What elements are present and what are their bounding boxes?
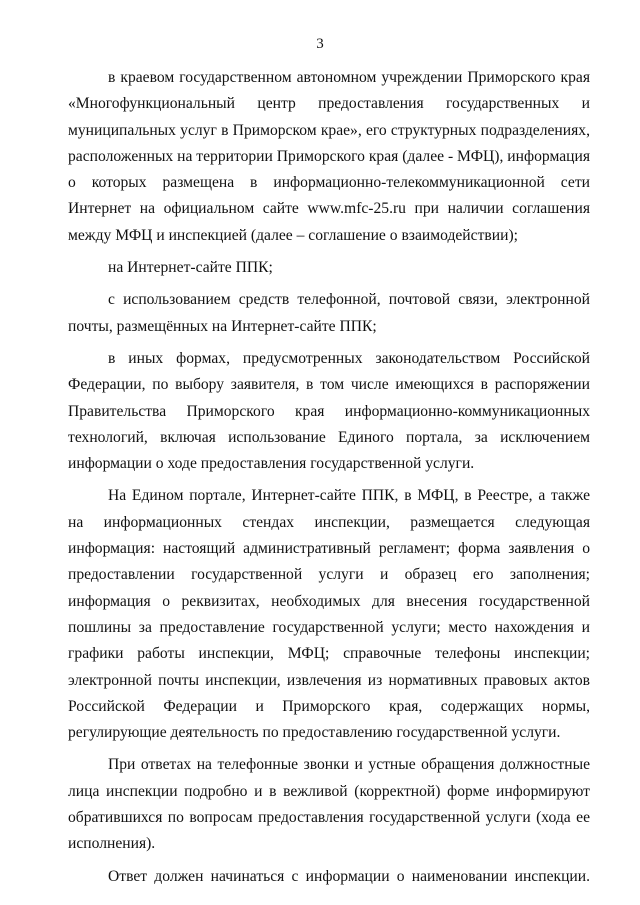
page-number: 3 xyxy=(316,36,324,52)
paragraph-ppk-site: на Интернет-сайте ППК; xyxy=(108,259,273,277)
paragraph-other-forms: в иных формах, предусмотренных законодательством Российской Федерации, по выбору заявителя, в том числе имеющихся в распоряжении Правительства Приморского края информационно-коммуникационных технологий, включая использование Единого портала, за исключением информации о ходе предоставления государственной услуги. xyxy=(68,349,590,473)
paragraph-published-info: На Едином портале, Интернет-сайте ППК, в МФЦ, в Реестре, а также на информационных стендах инспекции, размещается следующая информация: настоящий административный регламент; форма заявления о предоставлении государственной услуги и образец его заполнения; информация о реквизитах, необходимых для внесения государственной пошлины за предоставление государственной услуги; место нахождения и графики работы инспекции, МФЦ; справочные телефоны инспекции; электронной почты инспекции, извлечения из нормативных правовых актов Российской Федерации и Приморского края, содержащих нормы, регулирующие деятельность по предоставлению государственной услуги. xyxy=(68,487,590,742)
paragraph-mfc-info: в краевом государственном автономном учреждении Приморского края «Многофункциональный центр предоставления государственных и муниципальных услуг в Приморском крае», его структурных подразделениях, расположенных на территории Приморского края (далее - МФЦ), информация о которых размещена в информационно-телекоммуникационной сети Интернет на официальном сайте www.mfc-25.ru при наличии соглашения между МФЦ и инспекцией (далее – соглашение о взаимодействии); xyxy=(68,69,590,244)
paragraph-answer-start: Ответ должен начинаться с информации о наименовании инспекции. xyxy=(108,867,590,885)
document-body xyxy=(68,65,590,890)
paragraph-phone-answers: При ответах на телефонные звонки и устные обращения должностные лица инспекции подробно и в вежливой (корректной) форме информируют обратившихся по вопросам предоставления государственной услуги (хода ее исполнения). xyxy=(68,756,590,853)
paragraph-communication: с использованием средств телефонной, почтовой связи, электронной почты, размещённых на Интернет-сайте ППК; xyxy=(68,291,590,335)
